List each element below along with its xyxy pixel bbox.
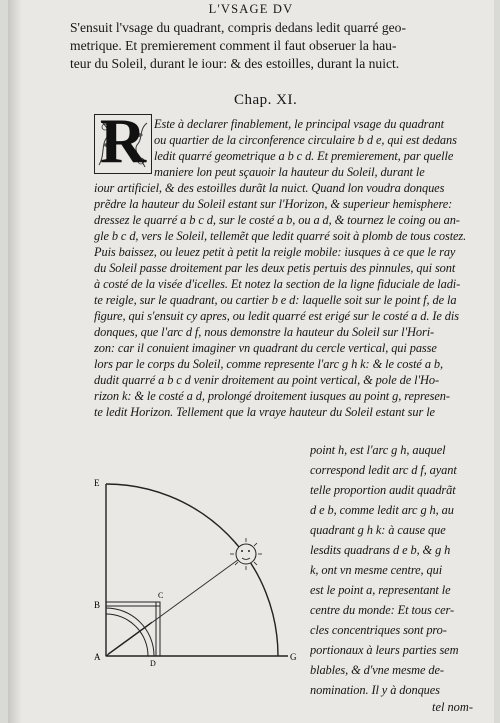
- body-line: dudit quarré a b c d venir droitement au point vertical, & pole de l'Ho-: [94, 373, 439, 387]
- body-line: point h, est l'arc g h, auquel: [310, 443, 446, 457]
- body-line: à costé de la visée d'icelles. Et notez la section de la ligne fiduciale de ladi-: [94, 277, 461, 291]
- body-line: blables, & d'vne mesme de-: [310, 663, 444, 677]
- body-line: quadrant g h k: à cause que: [310, 523, 446, 537]
- catchword: tel nom-: [432, 700, 473, 714]
- body-line: portionaux à leurs parties sem: [310, 643, 459, 657]
- small-quadrant-instrument: [106, 602, 160, 656]
- body-line: prẽdre la hauteur du Soleil estant sur l'Horizon, & superieur hemisphere:: [94, 197, 453, 211]
- body-line: ledit quarré geometrique a b c d. Et premierement, par quelle: [154, 149, 454, 163]
- body-line: te ledit Horizon. Tellement que la vraye hauteur du Soleil estant sur le: [94, 405, 435, 419]
- body-line: dressez le quarré a b c d, sur le costé a b, ou a d, & tournez le coing ou an-: [94, 213, 460, 227]
- body-line: figure, qui s'ensuit cy apres, ou ledit quarré est erigé sur le costé a d. Ie dis: [94, 309, 459, 323]
- body-line: te reigle, sur le quadrant, ou cartier b e d: laquelle soit sur le point f, de la: [94, 293, 457, 307]
- chapter-heading-line-3: teur du Soleil, durant le iour: & des estoilles, durant la nuict.: [70, 56, 400, 71]
- vertical-circle-arc: [106, 484, 278, 656]
- book-page: [8, 0, 494, 723]
- ornamental-initial: [94, 105, 152, 176]
- quadrant-diagram: [92, 478, 304, 666]
- dropcap-letter: R: [99, 105, 147, 176]
- body-line: centre du monde: Et tous cer-: [310, 603, 455, 617]
- body-line: cles concentriques sont pro-: [310, 623, 447, 637]
- body-line: iour artificiel, & des estoilles durãt la nuict. Quand lon voudra donques: [94, 181, 445, 195]
- label-g: G: [290, 652, 297, 662]
- label-e: E: [94, 478, 100, 488]
- body-line: zon: car il conuient imaginer vn quadrant du cercle vertical, qui passe: [94, 341, 437, 355]
- body-line: k, ont vn mesme centre, qui: [310, 563, 443, 577]
- label-c: C: [158, 591, 164, 600]
- body-line: Este à declarer finablement, le principal vsage du quadrant: [154, 117, 444, 131]
- body-line: est le point a, representant le: [310, 583, 451, 597]
- body-line: lesdits quadrans d e b, & g h: [310, 543, 451, 557]
- body-line: rizon k: & le costé a d, prolongé droitement iusques au point g, represen-: [94, 389, 450, 403]
- body-line: telle proportion audit quadrãt: [310, 483, 456, 497]
- label-a: A: [94, 652, 101, 662]
- running-header: L'VSAGE DV: [208, 2, 294, 16]
- body-line: lors par le corps du Soleil, comme represente l'arc g h k: & le costé a b,: [94, 357, 443, 371]
- body-line: d e b, comme ledit arc g h, au: [310, 503, 454, 517]
- body-line: Puis baissez, ou leuez petit à petit la reigle mobile: iusques à ce que le ray: [94, 245, 456, 259]
- body-line: maniere lon peut sçauoir la hauteur du Soleil, durant le: [154, 165, 425, 179]
- chapter-heading-line-2: metrique. Et premierement comment il faut obseruer la hau-: [70, 38, 397, 53]
- label-d: D: [150, 659, 156, 666]
- chapter-number: Chap. XI.: [234, 92, 298, 108]
- body-line: ou quartier de la circonference circulaire b d e, qui est dedans: [154, 133, 457, 147]
- label-b: B: [94, 600, 101, 610]
- body-line: correspond ledit arc d f, ayant: [310, 463, 457, 477]
- body-line: du Soleil passe droitement par les deux petis pertuis des pinnules, qui sont: [94, 261, 456, 275]
- body-line: gle b c d, vers le Soleil, tellemẽt que ledit quarré soit à plomb de tous costez.: [94, 229, 467, 243]
- chapter-heading-line-1: S'ensuit l'vsage du quadrant, compris dedans ledit quarré geo-: [70, 20, 406, 35]
- body-line: nomination. Il y à donques: [310, 683, 440, 697]
- body-line: donques, que l'arc d f, nous demonstre la hauteur du Soleil sur l'Hori-: [94, 325, 435, 339]
